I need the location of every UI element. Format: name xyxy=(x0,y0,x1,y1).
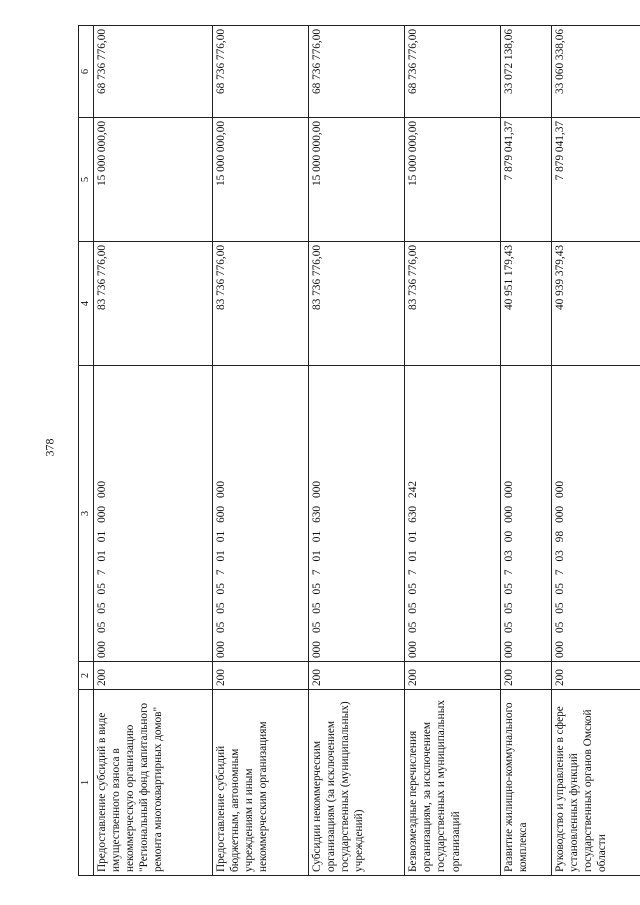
table-body xyxy=(94,26,640,876)
row-name: Предоставление субсидий бюджетным, автономным учреждениям и иным некоммерческим организациям xyxy=(212,690,308,876)
code-part: 01 xyxy=(311,550,324,562)
code-part: 630 xyxy=(311,505,324,523)
code-part: 000 xyxy=(96,505,108,523)
row-code xyxy=(405,366,501,662)
row-code xyxy=(309,366,405,662)
row-admin: 200 xyxy=(501,662,551,690)
code-part: 01 xyxy=(407,550,420,562)
row-col4: 40 951 179,43 xyxy=(501,242,551,366)
code-part: 98 xyxy=(553,530,566,543)
row-admin: 200 xyxy=(309,662,405,690)
code-part: 05 xyxy=(311,602,324,614)
row-name: Руководство и управление в сфере установленных функций государственных органов Омской области xyxy=(551,690,640,876)
table-row xyxy=(94,26,213,876)
code-part: 7 xyxy=(407,569,420,576)
row-col4: 83 736 776,00 xyxy=(405,242,501,366)
row-name: Предоставление субсидий в виде имущественного взноса в некоммерческую организацию "Региональный фонд капитального ремонта многоквартирных домов" xyxy=(94,690,213,876)
code-part: 05 xyxy=(553,621,566,634)
code-part: 05 xyxy=(503,583,516,595)
page-number: 378 xyxy=(42,438,57,457)
code-part: 05 xyxy=(96,583,108,595)
row-col6: 33 072 138,06 xyxy=(501,26,551,118)
code-part: 05 xyxy=(503,621,516,634)
code-part: 000 xyxy=(214,481,227,498)
code-part: 000 xyxy=(553,641,566,658)
header-col-2: 2 xyxy=(79,662,94,690)
code-part: 242 xyxy=(407,481,420,498)
row-code xyxy=(212,366,308,662)
code-part: 01 xyxy=(96,550,108,562)
table-row xyxy=(212,26,308,876)
row-code xyxy=(551,366,640,662)
row-name: Развитие жилищно-коммунального комплекса xyxy=(501,690,551,876)
row-col5: 15 000 000,00 xyxy=(309,118,405,242)
row-col5: 15 000 000,00 xyxy=(94,118,213,242)
code-part: 01 xyxy=(214,550,227,562)
code-part: 7 xyxy=(553,569,566,576)
header-col-4: 4 xyxy=(79,242,94,366)
header-row xyxy=(79,26,94,876)
code-part: 600 xyxy=(214,505,227,523)
header-col-3: 3 xyxy=(79,366,94,662)
code-part: 630 xyxy=(407,505,420,523)
code-part: 05 xyxy=(407,583,420,595)
code-part: 7 xyxy=(311,569,324,576)
row-admin: 200 xyxy=(94,662,213,690)
code-part: 00 xyxy=(503,530,516,543)
code-part: 05 xyxy=(503,602,516,614)
code-part: 05 xyxy=(214,621,227,634)
row-name: Субсидии некоммерческим организациям (за исключением государственных (муниципальных) учреждений) xyxy=(309,690,405,876)
code-part: 05 xyxy=(96,621,108,634)
code-part: 05 xyxy=(407,621,420,634)
table-wrapper xyxy=(78,26,640,876)
code-part: 000 xyxy=(96,481,108,498)
header-col-5: 5 xyxy=(79,118,94,242)
code-part: 05 xyxy=(311,621,324,634)
row-admin: 200 xyxy=(405,662,501,690)
code-part: 01 xyxy=(407,530,420,543)
row-col6: 33 060 338,06 xyxy=(551,26,640,118)
code-part: 05 xyxy=(407,602,420,614)
code-part: 7 xyxy=(503,569,516,576)
code-part: 05 xyxy=(96,602,108,614)
row-col6: 68 736 776,00 xyxy=(405,26,501,118)
code-part: 05 xyxy=(214,583,227,595)
code-part: 05 xyxy=(311,583,324,595)
row-col5: 7 879 041,37 xyxy=(501,118,551,242)
code-part: 000 xyxy=(503,641,516,658)
row-code xyxy=(501,366,551,662)
row-code xyxy=(94,366,213,662)
header-col-1: 1 xyxy=(79,690,94,876)
budget-table xyxy=(78,25,640,876)
code-part: 000 xyxy=(503,505,516,523)
table-row xyxy=(405,26,501,876)
row-col4: 40 939 379,43 xyxy=(551,242,640,366)
code-part: 000 xyxy=(503,481,516,498)
row-col5: 15 000 000,00 xyxy=(212,118,308,242)
code-part: 03 xyxy=(553,550,566,562)
code-part: 000 xyxy=(96,641,108,658)
row-col4: 83 736 776,00 xyxy=(212,242,308,366)
row-col5: 7 879 041,37 xyxy=(551,118,640,242)
code-part: 01 xyxy=(214,530,227,543)
code-part: 01 xyxy=(311,530,324,543)
code-part: 7 xyxy=(96,569,108,576)
table-row xyxy=(551,26,640,876)
code-part: 03 xyxy=(503,550,516,562)
row-name: Безвозмездные перечисления организациям, за исключением государственных и муниципальных организаций xyxy=(405,690,501,876)
code-part: 05 xyxy=(553,583,566,595)
row-admin: 200 xyxy=(212,662,308,690)
rotated-table-area xyxy=(78,26,640,876)
row-col4: 83 736 776,00 xyxy=(309,242,405,366)
code-part: 000 xyxy=(311,481,324,498)
code-part: 01 xyxy=(96,530,108,543)
code-part: 05 xyxy=(553,602,566,614)
row-col6: 68 736 776,00 xyxy=(94,26,213,118)
row-col4: 83 736 776,00 xyxy=(94,242,213,366)
code-part: 000 xyxy=(553,481,566,498)
row-col6: 68 736 776,00 xyxy=(212,26,308,118)
code-part: 000 xyxy=(214,641,227,658)
code-part: 000 xyxy=(311,641,324,658)
code-part: 000 xyxy=(407,641,420,658)
table-row xyxy=(309,26,405,876)
row-col5: 15 000 000,00 xyxy=(405,118,501,242)
code-part: 7 xyxy=(214,569,227,576)
code-part: 000 xyxy=(553,505,566,523)
code-part: 05 xyxy=(214,602,227,614)
row-col6: 68 736 776,00 xyxy=(309,26,405,118)
header-col-6: 6 xyxy=(79,26,94,118)
table-row xyxy=(501,26,551,876)
row-admin: 200 xyxy=(551,662,640,690)
